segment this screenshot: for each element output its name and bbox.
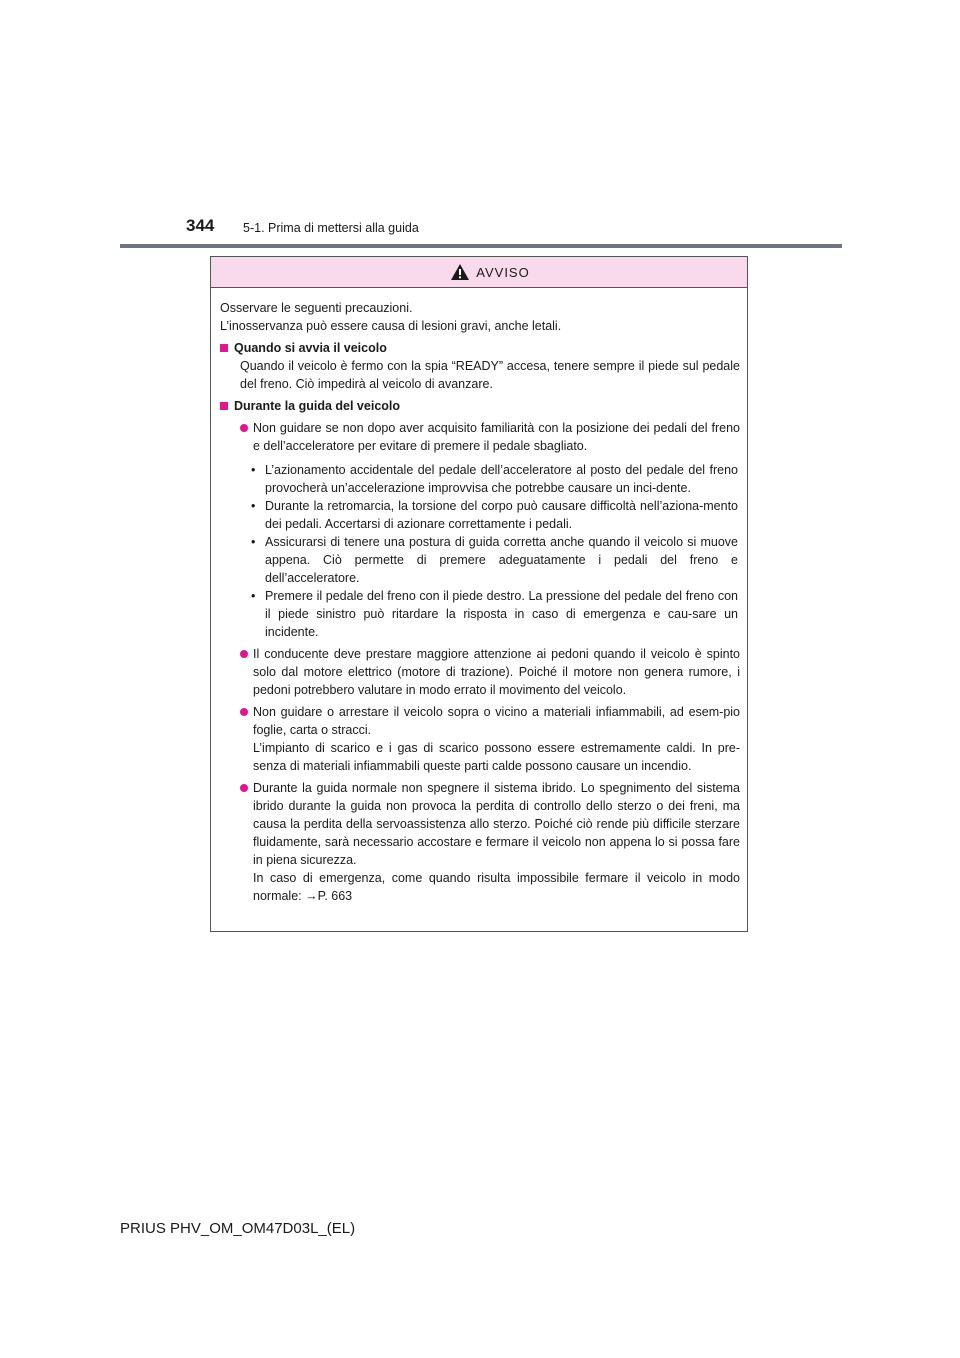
sub-item — [251, 533, 740, 587]
sub-bullet-mark: • — [251, 499, 256, 513]
bullet-item — [220, 703, 740, 775]
sub-item — [251, 461, 740, 497]
page-reference-line[interactable]: In caso di emergenza, come quando risulta impossibile fermare il veicolo in modo normale: →P. 663 — [253, 871, 740, 903]
bullet-text: Non guidare se non dopo aver acquisito familiarità con la posizione dei pedali del freno e dell’acceleratore per evitare di premere il pedale sbagliato. — [253, 421, 740, 453]
bullet-text — [253, 779, 740, 905]
warning-triangle-icon — [450, 263, 470, 281]
section-heading — [220, 397, 740, 415]
circle-bullet-icon — [240, 784, 248, 792]
bullet-line: L’impianto di scarico e i gas di scarico possono essere estremamente caldi. In pre-senza di materiali infiammabili queste parti calde possono causare un incendio. — [253, 741, 740, 773]
sub-bullet-mark: • — [251, 535, 256, 549]
bullet-item — [220, 645, 740, 699]
sub-item — [251, 497, 740, 533]
bullet-text — [253, 645, 740, 699]
bullet-line: Il conducente deve prestare maggiore attenzione ai pedoni quando il veicolo è spinto solo dal motore elettrico (motore di trazione). Poiché il motore non genera rumore, i pedoni potrebbero valutare in modo errato il movimento del veicolo. — [253, 647, 740, 697]
sub-bullet-mark: • — [251, 463, 256, 477]
header-divider — [120, 244, 842, 248]
warning-label: AVVISO — [476, 264, 530, 280]
circle-bullet-icon — [240, 708, 248, 716]
sub-bullet-mark: • — [251, 589, 256, 603]
sub-item-text: Durante la retromarcia, la torsione del corpo può causare difficoltà nell’aziona-mento dei pedali. Accertarsi di azionare correttamente i pedali. — [265, 499, 738, 531]
section-body: Quando il veicolo è fermo con la spia “READY” accesa, tenere sempre il piede sul pedale del freno. Ciò impedirà al veicolo di avanzare. — [240, 359, 740, 391]
circle-bullet-icon — [240, 650, 248, 658]
sub-item-text: Assicurarsi di tenere una postura di guida corretta anche quando il veicolo si muove appena. Ciò permette di premere adeguatamente i pedali del freno e dell’acceleratore. — [265, 535, 738, 585]
intro-line: L’inosservanza può essere causa di lesioni gravi, anche letali. — [220, 319, 562, 333]
bullet-item — [220, 419, 740, 455]
warning-header — [211, 257, 747, 288]
sub-list — [220, 461, 740, 641]
bullet-item — [220, 779, 740, 905]
sub-item-text: Premere il pedale del freno con il piede destro. La pressione del pedale del freno con il piede sinistro può ritardare la risposta in caso di emergenza e cau-sare un incidente. — [265, 589, 738, 639]
circle-bullet-icon — [240, 424, 248, 432]
warning-box — [210, 256, 748, 932]
section-title: 5-1. Prima di mettersi alla guida — [243, 221, 419, 235]
square-bullet-icon — [220, 402, 228, 410]
section-heading-text: Durante la guida del veicolo — [234, 399, 401, 413]
section-heading-text: Quando si avvia il veicolo — [234, 341, 387, 355]
square-bullet-icon — [220, 344, 228, 352]
warning-content — [211, 288, 747, 905]
document-id: PRIUS PHV_OM_OM47D03L_(EL) — [120, 1220, 356, 1237]
intro-text — [220, 299, 740, 335]
section-heading — [220, 339, 740, 357]
page-number: 344 — [186, 216, 215, 235]
intro-line: Osservare le seguenti precauzioni. — [220, 301, 413, 315]
sub-item-text: L’azionamento accidentale del pedale dell’acceleratore al posto del pedale del freno provocherà un’accelerazione improvvisa che potrebbe causare un inci-dente. — [265, 463, 738, 495]
bullet-line: Non guidare o arrestare il veicolo sopra o vicino a materiali infiammabili, ad esem-pio foglie, carta o stracci. — [253, 705, 740, 737]
bullet-line: Durante la guida normale non spegnere il sistema ibrido. Lo spegnimento del sistema ibrido durante la guida non provoca la perdita di controllo dello sterzo o dei freni, ma causa la perdita della servoassistenza allo sterzo. Poiché ciò rende più difficile sterzare fluidamente, sarà necessario accostare e fermare il veicolo non appena lo si possa fare in piena sicurezza. — [253, 781, 740, 867]
bullet-text — [253, 703, 740, 775]
sub-item — [251, 587, 740, 641]
